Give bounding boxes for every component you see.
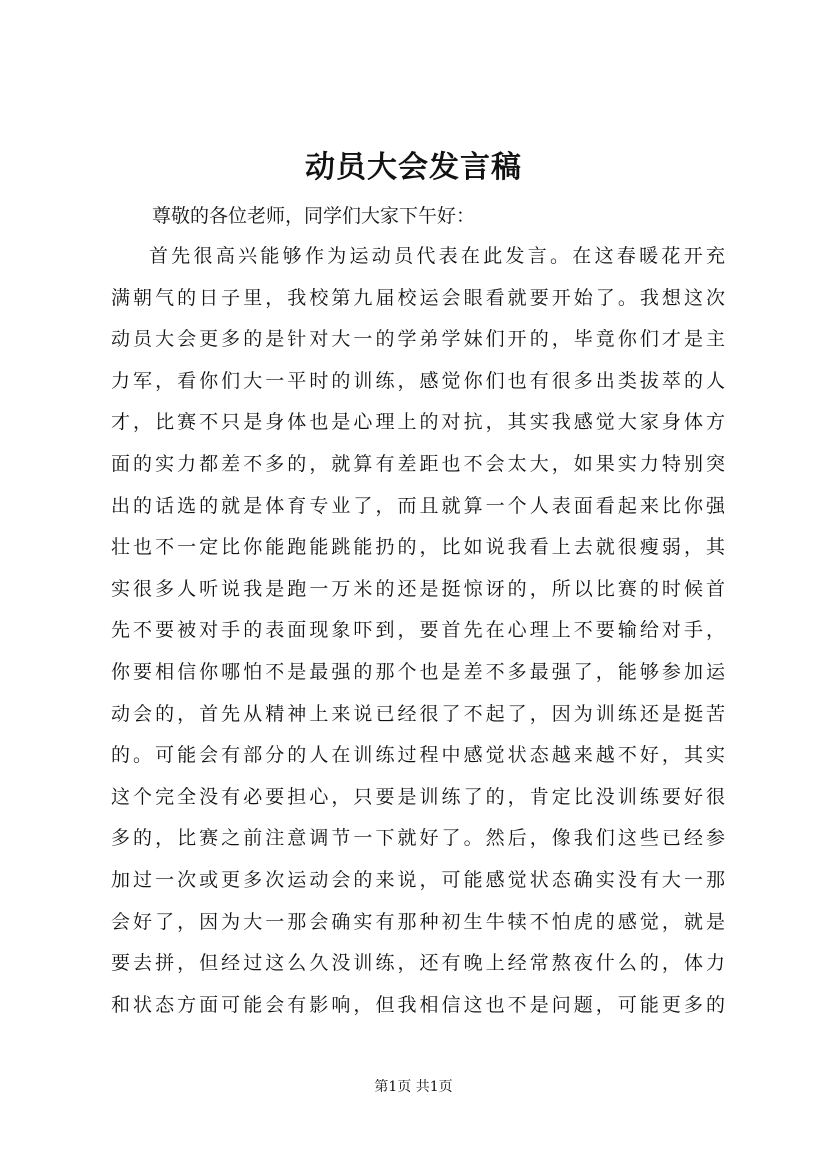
body-line: 这个完全没有必要担心，只要是训练了的，肯定比没训练要好很 xyxy=(111,785,725,808)
body-line: 加过一次或更多次运动会的来说，可能感觉状态确实没有大一那 xyxy=(111,868,725,891)
body-line: 会好了，因为大一那会确实有那种初生牛犊不怕虎的感觉，就是 xyxy=(111,910,725,933)
body-line: 满朝气的日子里，我校第九届校运会眼看就要开始了。我想这次 xyxy=(111,286,725,309)
body-line: 面的实力都差不多的，就算有差距也不会太大，如果实力特别突 xyxy=(111,452,725,475)
body-line: 壮也不一定比你能跑能跳能扔的，比如说我看上去就很瘦弱，其 xyxy=(111,536,725,559)
body-line: 出的话选的就是体育专业了，而且就算一个人表面看起来比你强 xyxy=(111,494,725,517)
body-line: 多的，比赛之前注意调节一下就好了。然后，像我们这些已经参 xyxy=(111,827,725,850)
body-line: 动会的，首先从精神上来说已经很了不起了，因为训练还是挺苦 xyxy=(111,702,725,725)
body-line: 你要相信你哪怕不是最强的那个也是差不多最强了，能够参加运 xyxy=(111,660,725,683)
page-footer: 第1页 共1页 xyxy=(374,1079,453,1095)
speech-body xyxy=(111,236,725,1026)
body-line: 和状态方面可能会有影响，但我相信这也不是问题，可能更多的 xyxy=(111,993,725,1016)
body-line: 才，比赛不只是身体也是心理上的对抗，其实我感觉大家身体方 xyxy=(111,411,725,434)
body-line: 要去拼，但经过这么久没训练，还有晚上经常熬夜什么的，体力 xyxy=(111,952,725,975)
document-title: 动员大会发言稿 xyxy=(305,150,522,185)
body-line: 力军，看你们大一平时的训练，感觉你们也有很多出类拔萃的人 xyxy=(111,369,725,392)
body-line: 实很多人听说我是跑一万米的还是挺惊讶的，所以比赛的时候首 xyxy=(111,577,725,600)
body-line: 首先很高兴能够作为运动员代表在此发言。在这春暖花开充 xyxy=(149,245,725,267)
body-line: 动员大会更多的是针对大一的学弟学妹们开的，毕竟你们才是主 xyxy=(111,328,725,351)
body-line: 先不要被对手的表面现象吓到，要首先在心理上不要输给对手， xyxy=(111,619,725,642)
greeting-line: 尊敬的各位老师，同学们大家下午好： xyxy=(152,205,476,227)
body-line: 的。可能会有部分的人在训练过程中感觉状态越来越不好，其实 xyxy=(111,744,725,767)
